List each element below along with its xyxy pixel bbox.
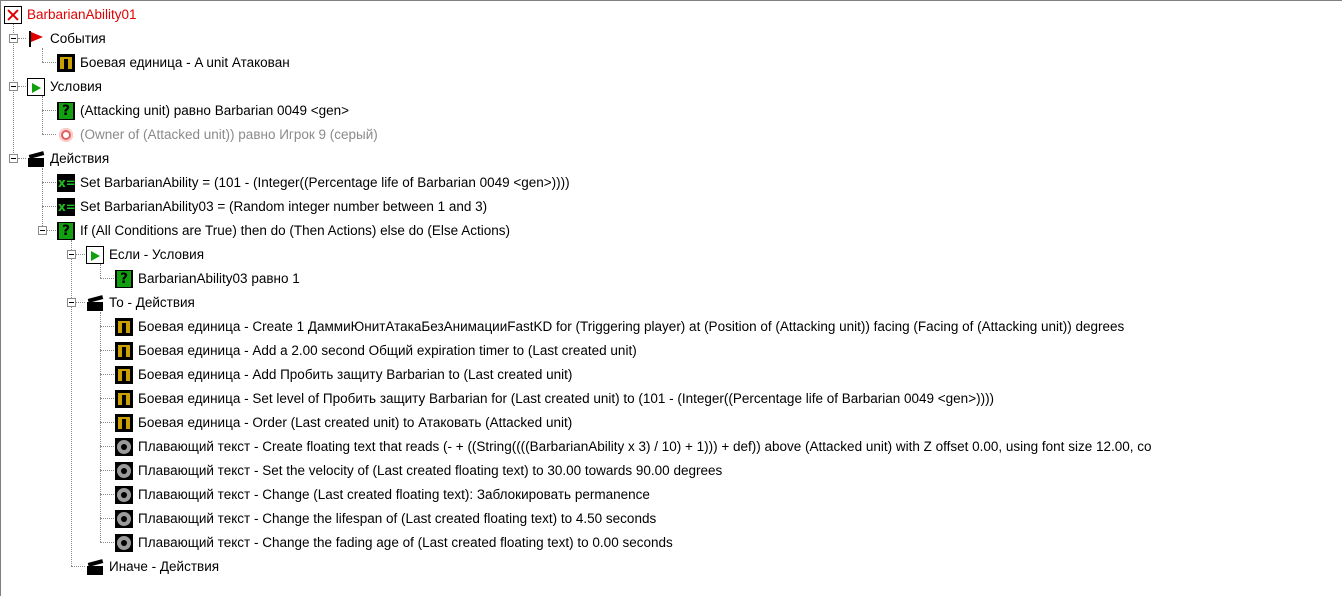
action-label: Боевая единица - Set level of Пробить защиту Barbarian for (Last created unit) to (101 - (Integer((Percentage life of Barbarian 0049 <gen>)))) bbox=[138, 391, 995, 406]
tree-connector bbox=[100, 518, 114, 519]
unit-icon bbox=[115, 342, 133, 360]
else-actions-label: Иначе - Действия bbox=[109, 559, 220, 574]
conditions-label: Условия bbox=[50, 79, 102, 94]
action-label: Плавающий текст - Change the fading age of (Last created floating text) to 0.00 seconds bbox=[138, 535, 673, 550]
tree-connector bbox=[76, 254, 85, 255]
clapperboard-icon bbox=[86, 558, 104, 576]
set-variable-icon bbox=[57, 174, 75, 192]
tree-connector bbox=[100, 278, 114, 279]
tree-node-then-action[interactable] bbox=[115, 363, 572, 387]
tree-node-then-action[interactable] bbox=[115, 483, 650, 507]
action-label: Set BarbarianAbility = (101 - (Integer((Percentage life of Barbarian 0049 <gen>)))) bbox=[80, 175, 570, 190]
action-label: Боевая единица - Add Пробить защиту Barbarian to (Last created unit) bbox=[138, 367, 573, 382]
tree-connector bbox=[42, 110, 56, 111]
tree-node-condition-disabled[interactable] bbox=[57, 123, 378, 147]
trigger-icon bbox=[4, 6, 22, 24]
tree-node-then-actions[interactable] bbox=[86, 291, 195, 315]
tree-connector bbox=[42, 182, 56, 183]
tree-node-if-conditions[interactable] bbox=[86, 243, 204, 267]
tree-node-condition[interactable] bbox=[57, 99, 349, 123]
collapse-actions-button[interactable] bbox=[9, 154, 18, 163]
unit-icon bbox=[115, 390, 133, 408]
tree-connector bbox=[100, 374, 114, 375]
action-label: Боевая единица - Add a 2.00 second Общий expiration timer to (Last created unit) bbox=[138, 343, 637, 358]
tree-node-conditions[interactable] bbox=[27, 75, 102, 99]
unit-icon bbox=[115, 366, 133, 384]
tree-connector bbox=[42, 62, 56, 63]
action-label: Боевая единица - Create 1 ДаммиЮнитАтакаБезАнимацииFastKD for (Triggering player) at (Position of (Attacking unit)) facing (Facing of (Attacking unit)) degrees bbox=[138, 319, 1125, 334]
tree-node-else-actions[interactable] bbox=[86, 555, 219, 579]
action-label: Плавающий текст - Set the velocity of (Last created floating text) to 30.00 towards 90.00 degrees bbox=[138, 463, 723, 478]
unit-icon bbox=[115, 414, 133, 432]
action-label: Плавающий текст - Change (Last created floating text): Заблокировать permanence bbox=[138, 487, 650, 502]
tree-connector bbox=[42, 96, 43, 134]
tree-connector bbox=[18, 86, 26, 87]
clapperboard-icon bbox=[86, 294, 104, 312]
gear-icon bbox=[115, 438, 133, 456]
unit-icon bbox=[115, 318, 133, 336]
tree-node-action[interactable] bbox=[57, 171, 570, 195]
then-actions-label: То - Действия bbox=[109, 295, 195, 310]
tree-node-then-action[interactable] bbox=[115, 507, 656, 531]
tree-node-then-action[interactable] bbox=[115, 411, 572, 435]
if-conditions-label: Если - Условия bbox=[109, 247, 205, 262]
tree-connector bbox=[71, 566, 85, 567]
event-label: Боевая единица - A unit Атакован bbox=[80, 55, 290, 70]
tree-connector bbox=[76, 302, 85, 303]
gear-icon bbox=[115, 462, 133, 480]
action-label: Плавающий текст - Change the lifespan of (Last created floating text) to 4.50 seconds bbox=[138, 511, 657, 526]
disabled-gear-icon bbox=[57, 126, 75, 144]
collapse-events-button[interactable] bbox=[9, 34, 18, 43]
tree-connector bbox=[100, 312, 101, 542]
clapperboard-icon bbox=[27, 150, 45, 168]
tree-connector bbox=[100, 350, 114, 351]
tree-node-actions[interactable] bbox=[27, 147, 109, 171]
gear-icon bbox=[115, 486, 133, 504]
tree-connector bbox=[100, 398, 114, 399]
tree-node-action[interactable] bbox=[57, 195, 487, 219]
actions-label: Действия bbox=[50, 151, 110, 166]
collapse-if-conditions-button[interactable] bbox=[67, 250, 76, 259]
unit-icon bbox=[57, 54, 75, 72]
tree-connector bbox=[18, 158, 26, 159]
collapse-then-actions-button[interactable] bbox=[67, 298, 76, 307]
tree-connector bbox=[42, 206, 56, 207]
tree-node-if-condition[interactable] bbox=[115, 267, 300, 291]
events-label: События bbox=[50, 31, 106, 46]
tree-node-then-action[interactable] bbox=[115, 459, 722, 483]
collapse-conditions-button[interactable] bbox=[9, 82, 18, 91]
gear-icon bbox=[115, 534, 133, 552]
question-icon bbox=[57, 222, 75, 240]
tree-node-then-action[interactable] bbox=[115, 531, 673, 555]
tree-connector bbox=[47, 230, 56, 231]
tree-connector bbox=[100, 542, 114, 543]
tree-connector bbox=[71, 240, 72, 566]
action-label: If (All Conditions are True) then do (Then Actions) else do (Else Actions) bbox=[80, 223, 510, 238]
tree-node-trigger[interactable] bbox=[4, 3, 137, 27]
action-label: Set BarbarianAbility03 = (Random integer number between 1 and 3) bbox=[80, 199, 488, 214]
set-variable-icon bbox=[57, 198, 75, 216]
tree-connector bbox=[100, 326, 114, 327]
tree-connector bbox=[18, 38, 26, 39]
trigger-name: BarbarianAbility01 bbox=[27, 7, 137, 22]
tree-connector bbox=[100, 422, 114, 423]
tree-connector bbox=[42, 134, 56, 135]
tree-node-then-action[interactable] bbox=[115, 339, 637, 363]
condition-label: (Attacking unit) равно Barbarian 0049 <gen> bbox=[80, 103, 350, 118]
tree-connector bbox=[100, 494, 114, 495]
condition-label: (Owner of (Attacked unit)) равно Игрок 9 (серый) bbox=[80, 127, 378, 142]
tree-node-events[interactable] bbox=[27, 27, 106, 51]
flag-icon bbox=[27, 30, 45, 48]
condition-label: BarbarianAbility03 равно 1 bbox=[138, 271, 300, 286]
question-icon bbox=[115, 270, 133, 288]
tree-node-then-action[interactable] bbox=[115, 315, 1124, 339]
tree-node-if-action[interactable] bbox=[57, 219, 510, 243]
tree-connector bbox=[42, 168, 43, 230]
action-label: Боевая единица - Order (Last created unit) to Атаковать (Attacked unit) bbox=[138, 415, 573, 430]
tree-node-event[interactable] bbox=[57, 51, 290, 75]
collapse-if-button[interactable] bbox=[38, 226, 47, 235]
tree-connector bbox=[100, 470, 114, 471]
gear-icon bbox=[115, 510, 133, 528]
tree-connector bbox=[100, 446, 114, 447]
action-label: Плавающий текст - Create floating text that reads (- + ((String((((BarbarianAbility x 3) / 10) + 1))) + def)) above (Attacked unit) with Z offset 0.00, using font size 12.00, co bbox=[138, 439, 1152, 454]
question-icon bbox=[57, 102, 75, 120]
tree-node-then-action[interactable] bbox=[115, 435, 1152, 459]
condition-arrow-icon bbox=[86, 246, 104, 264]
tree-node-then-action[interactable] bbox=[115, 387, 994, 411]
condition-arrow-icon bbox=[27, 78, 45, 96]
